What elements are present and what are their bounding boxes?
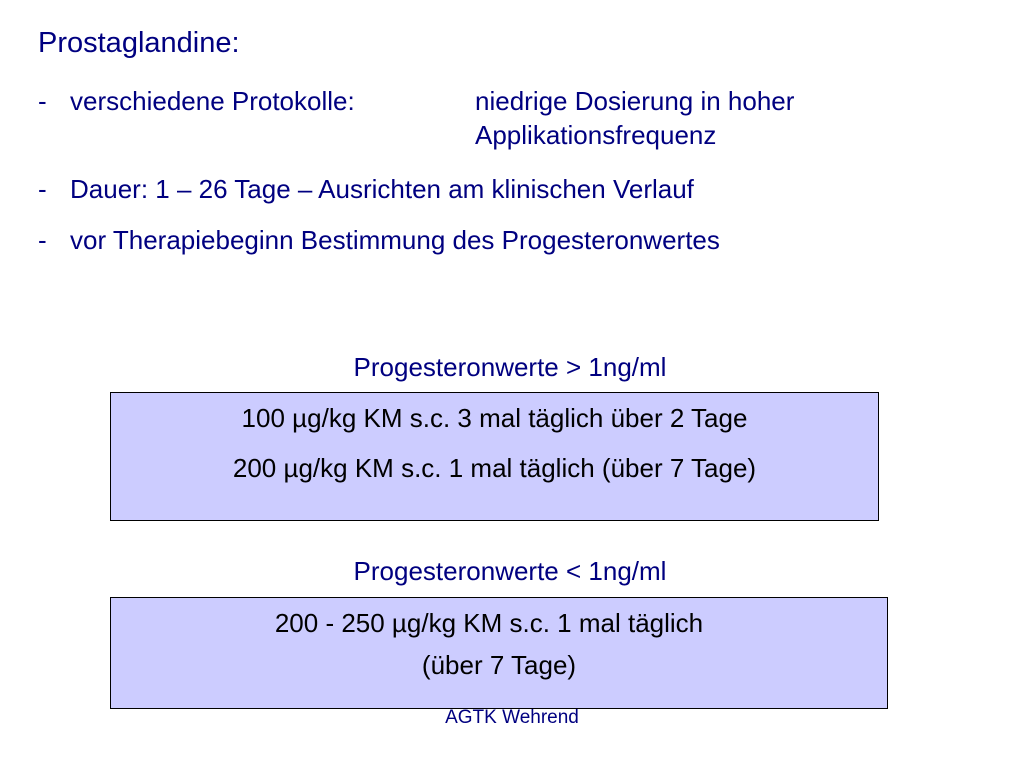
bullet-dash: - [38, 174, 47, 204]
dosage-line: 200 µg/kg KM s.c. 1 mal täglich (über 7 Tage) [232, 453, 757, 483]
heading-progesterone-low: Progesteronwerte < 1ng/ml [353, 556, 667, 586]
bullet-protocols-detail-line2: Applikationsfrequenz [475, 120, 717, 150]
dosage-line: 100 µg/kg KM s.c. 3 mal täglich über 2 Tage [241, 403, 748, 433]
dosage-line: 200 - 250 µg/kg KM s.c. 1 mal täglich [274, 608, 704, 638]
bullet-dash: - [38, 225, 47, 255]
bullet-protocols [38, 84, 938, 164]
bullet-progesterone-text: vor Therapiebeginn Bestimmung des Progesteronwertes [70, 225, 720, 255]
bullet-duration [38, 172, 938, 208]
bullet-progesterone [38, 223, 938, 259]
bullet-dash: - [38, 86, 47, 116]
slide-title: Prostaglandine: [38, 27, 240, 59]
dosage-box-high [110, 392, 879, 521]
bullet-protocols-detail [475, 84, 794, 152]
bullet-protocols-detail-line1: niedrige Dosierung in hoher [475, 86, 795, 116]
dosage-box-low [110, 597, 888, 709]
dosage-line: (über 7 Tage) [421, 650, 577, 680]
footer-author: AGTK Wehrend [445, 707, 579, 728]
bullet-protocols-label: verschiedene Protokolle: [70, 86, 355, 116]
heading-progesterone-high: Progesteronwerte > 1ng/ml [353, 352, 667, 382]
bullet-duration-text: Dauer: 1 – 26 Tage – Ausrichten am klinischen Verlauf [70, 174, 694, 204]
